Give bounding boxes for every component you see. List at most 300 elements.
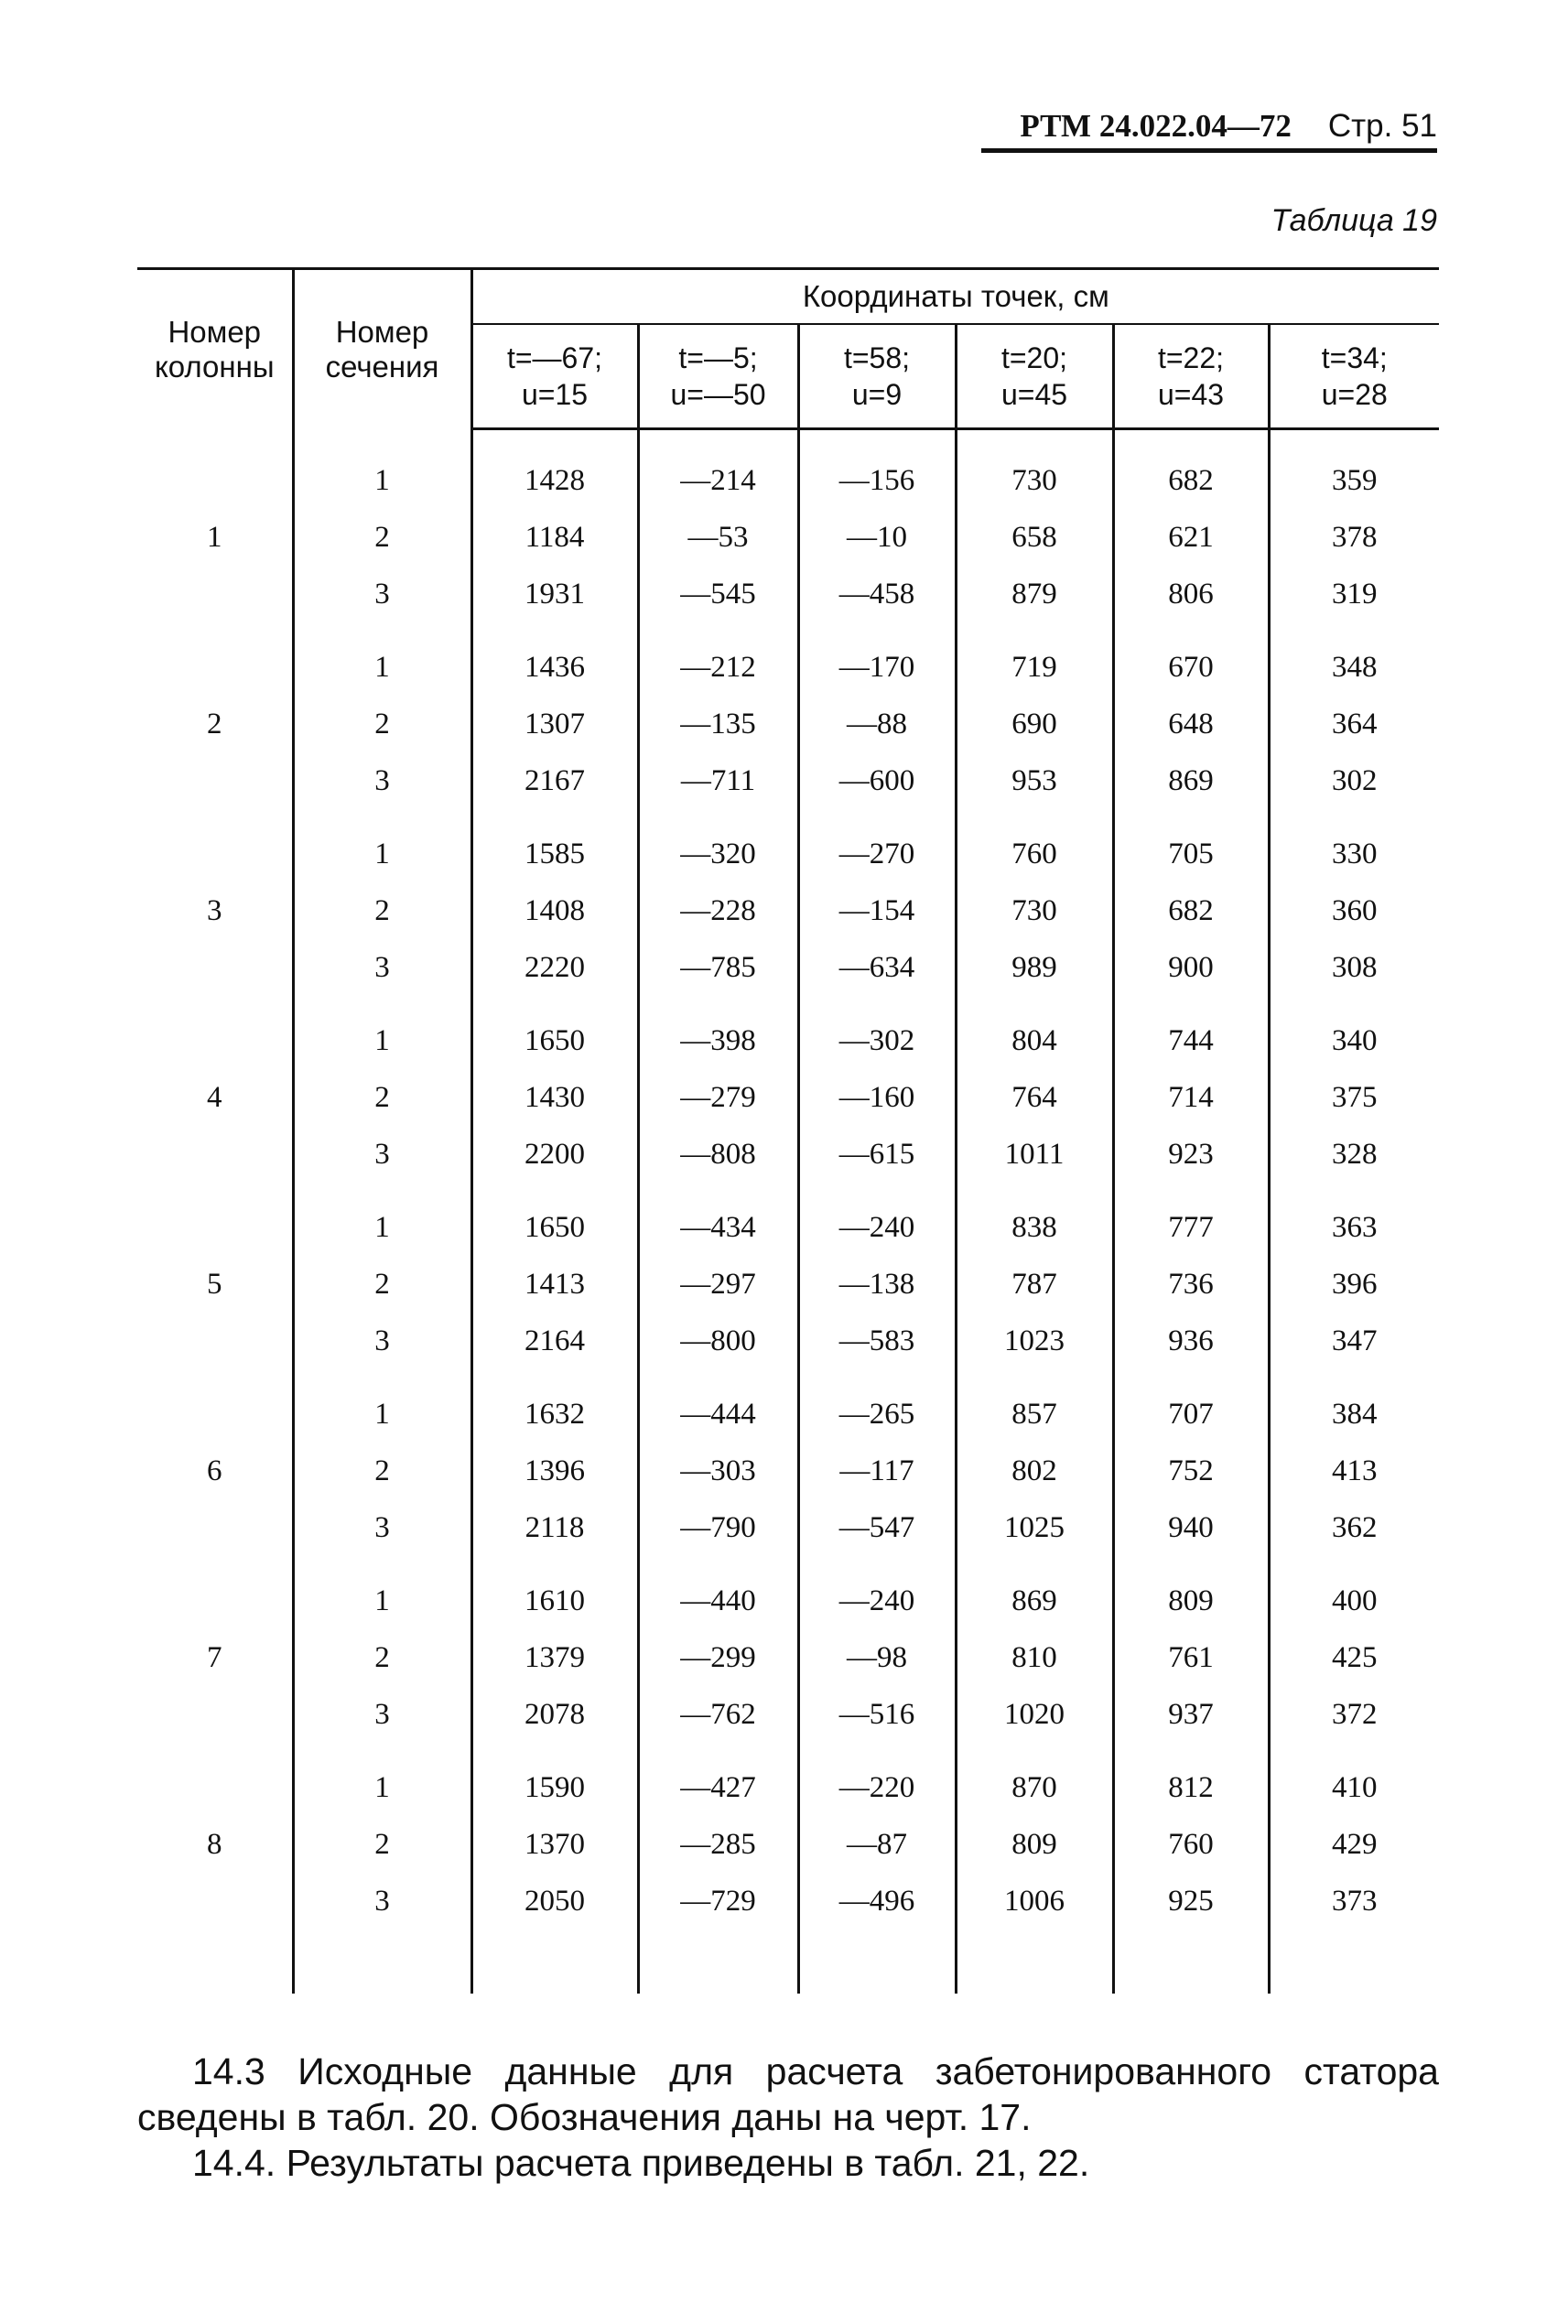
spacer-cell [798, 1183, 956, 1199]
coordinate-value-cell: 1650 [471, 1199, 638, 1256]
coordinate-value-cell: —156 [798, 452, 956, 509]
coordinate-value-cell: 1184 [471, 509, 638, 566]
coordinate-value-cell: 777 [1113, 1199, 1269, 1256]
coordinate-value-cell: 730 [956, 882, 1113, 939]
section-number-cell: 3 [293, 1313, 471, 1369]
point-t-coord: t=20; [1000, 341, 1068, 374]
section-number-cell: 1 [293, 1386, 471, 1443]
column-number-cell: 2 [207, 707, 222, 740]
spacer-cell [956, 1369, 1113, 1386]
coordinate-value-cell: —398 [638, 1012, 798, 1069]
spacer-cell [1113, 622, 1269, 639]
coordinate-value-cell: 806 [1113, 566, 1269, 622]
coordinate-value-cell: 372 [1269, 1686, 1439, 1743]
coordinate-value-cell: 787 [956, 1256, 1113, 1313]
spacer-row [137, 996, 1439, 1012]
column-number-cell [137, 1573, 293, 1629]
coordinate-value-cell: 2050 [471, 1873, 638, 1929]
spacer-cell [798, 1743, 956, 1759]
spacer-cell [293, 1556, 471, 1573]
column-number-cell [137, 1126, 293, 1183]
coordinate-value-cell: 764 [956, 1069, 1113, 1126]
coordinate-value-cell: 900 [1113, 939, 1269, 996]
coordinate-value-cell: —545 [638, 566, 798, 622]
coordinate-value-cell: 1610 [471, 1573, 638, 1629]
coordinate-value-cell: 682 [1113, 882, 1269, 939]
point-t-coord: t=—5; [678, 341, 758, 374]
coordinate-value-cell: 1632 [471, 1386, 638, 1443]
table-row [137, 1199, 1439, 1256]
coordinate-value-cell: 760 [1113, 1816, 1269, 1873]
coordinate-value-cell: —53 [638, 509, 798, 566]
coordinate-value-cell: 812 [1113, 1759, 1269, 1816]
page-number: Стр. 51 [1327, 108, 1437, 144]
spacer-cell [1113, 429, 1269, 453]
coordinate-value-cell: —240 [798, 1573, 956, 1629]
spacer-cell [638, 1183, 798, 1199]
coordinate-value-cell: 923 [1113, 1126, 1269, 1183]
spacer-cell [638, 996, 798, 1012]
coordinate-value-cell: 838 [956, 1199, 1113, 1256]
paragraph-14-3: 14.3 Исходные данные для расчета забетонированного статора сведены в табл. 20. Обозначения даны на черт. 17. [137, 2050, 1439, 2138]
coordinate-value-cell: 1430 [471, 1069, 638, 1126]
coordinate-value-cell: 340 [1269, 1012, 1439, 1069]
coordinate-value-cell: 1428 [471, 452, 638, 509]
column-number-cell [137, 452, 293, 509]
table-row [137, 1573, 1439, 1629]
table-row [137, 452, 1439, 509]
coordinate-value-cell: —279 [638, 1069, 798, 1126]
coordinate-value-cell: —299 [638, 1629, 798, 1686]
spacer-cell [956, 429, 1113, 453]
coordinate-value-cell: 953 [956, 752, 1113, 809]
table-caption: Таблица 19 [1271, 203, 1437, 238]
coordinate-value-cell: —440 [638, 1573, 798, 1629]
coordinate-value-cell: —729 [638, 1873, 798, 1929]
section-number-cell: 1 [293, 826, 471, 882]
coordinate-value-cell: 707 [1113, 1386, 1269, 1443]
spacer-cell [293, 809, 471, 826]
coordinate-value-cell: —285 [638, 1816, 798, 1873]
point-u-coord: u=15 [521, 378, 589, 411]
table-row [137, 1816, 1439, 1873]
coordinate-value-cell: 378 [1269, 509, 1439, 566]
column-number-cell [137, 752, 293, 809]
spacer-cell [471, 1183, 638, 1199]
table-row [137, 566, 1439, 622]
coordinate-value-cell: 319 [1269, 566, 1439, 622]
section-number-cell: 3 [293, 1686, 471, 1743]
column-number-cell [137, 1873, 293, 1929]
coordinate-value-cell: 670 [1113, 639, 1269, 696]
spacer-cell [798, 1556, 956, 1573]
column-number-cell: 8 [207, 1827, 222, 1861]
table-row [137, 882, 1439, 939]
section-number-cell: 2 [293, 1816, 471, 1873]
point-t-coord: t=—67; [506, 341, 603, 374]
spacer-cell [638, 1369, 798, 1386]
coordinate-value-cell: 621 [1113, 509, 1269, 566]
coordinate-value-cell: —154 [798, 882, 956, 939]
table-row [137, 752, 1439, 809]
header-rule [981, 148, 1437, 153]
coordinate-value-cell: 802 [956, 1443, 1113, 1499]
spacer-row [137, 1556, 1439, 1573]
spacer-cell [293, 1929, 471, 1994]
coordinate-value-cell: 348 [1269, 639, 1439, 696]
coordinate-value-cell: 648 [1113, 696, 1269, 752]
point-u-coord: u=9 [851, 378, 903, 411]
coordinate-value-cell: —220 [798, 1759, 956, 1816]
spacer-cell [137, 1743, 293, 1759]
point-t-coord: t=58; [843, 341, 911, 374]
coordinate-value-cell: 1396 [471, 1443, 638, 1499]
coordinate-value-cell: 809 [956, 1816, 1113, 1873]
coordinate-value-cell: 413 [1269, 1443, 1439, 1499]
coordinate-value-cell: 2164 [471, 1313, 638, 1369]
coordinate-value-cell: 736 [1113, 1256, 1269, 1313]
spacer-cell [137, 1929, 293, 1994]
spacer-cell [798, 809, 956, 826]
spacer-cell [798, 622, 956, 639]
column-number-cell: 4 [207, 1080, 222, 1114]
spacer-cell [137, 1183, 293, 1199]
coordinate-value-cell: —88 [798, 696, 956, 752]
table-row [137, 1629, 1439, 1686]
coordinate-value-cell: 308 [1269, 939, 1439, 996]
coordinate-value-cell: —583 [798, 1313, 956, 1369]
table-row [137, 1443, 1439, 1499]
section-number-cell: 1 [293, 1573, 471, 1629]
spacer-cell [293, 1743, 471, 1759]
point-header-4 [956, 324, 1113, 429]
spacer-cell [1113, 1556, 1269, 1573]
coordinate-value-cell: 1023 [956, 1313, 1113, 1369]
coordinate-value-cell: —634 [798, 939, 956, 996]
section-number-cell: 1 [293, 1012, 471, 1069]
coordinate-value-cell: 1020 [956, 1686, 1113, 1743]
coordinate-value-cell: —228 [638, 882, 798, 939]
coordinate-value-cell: 1006 [956, 1873, 1113, 1929]
coordinate-value-cell: —600 [798, 752, 956, 809]
spacer-cell [956, 622, 1113, 639]
section-number-cell: 2 [293, 696, 471, 752]
coordinate-value-cell: —160 [798, 1069, 956, 1126]
coordinate-value-cell: —302 [798, 1012, 956, 1069]
section-number-header: Номер сечения [293, 269, 471, 429]
spacer-cell [137, 996, 293, 1012]
spacer-cell [1113, 809, 1269, 826]
coordinate-value-cell: 1585 [471, 826, 638, 882]
spacer-row [137, 622, 1439, 639]
coordinate-value-cell: —303 [638, 1443, 798, 1499]
coordinate-value-cell: 714 [1113, 1069, 1269, 1126]
coordinate-value-cell: 2200 [471, 1126, 638, 1183]
table-row [137, 509, 1439, 566]
paragraph-14-4: 14.4. Результаты расчета приведены в табл. 21, 22. [192, 2142, 1090, 2184]
table-row [137, 1069, 1439, 1126]
coordinate-value-cell: 936 [1113, 1313, 1269, 1369]
spacer-row [137, 809, 1439, 826]
column-number-cell [137, 1199, 293, 1256]
spacer-cell [471, 996, 638, 1012]
coordinate-value-cell: 925 [1113, 1873, 1269, 1929]
spacer-cell [798, 996, 956, 1012]
coordinate-value-cell: 810 [956, 1629, 1113, 1686]
coordinates-table [137, 267, 1439, 1994]
coordinate-value-cell: —615 [798, 1126, 956, 1183]
coordinates-header: Координаты точек, см [471, 269, 1439, 325]
spacer-cell [293, 1369, 471, 1386]
table-row [137, 1012, 1439, 1069]
point-u-coord: u=28 [1321, 378, 1388, 411]
spacer-cell [293, 996, 471, 1012]
coordinate-value-cell: 690 [956, 696, 1113, 752]
spacer-cell [956, 1183, 1113, 1199]
spacer-cell [293, 429, 471, 453]
coordinate-value-cell: 2220 [471, 939, 638, 996]
spacer-cell [471, 1369, 638, 1386]
coordinate-value-cell: 362 [1269, 1499, 1439, 1556]
column-number-cell: 1 [207, 520, 222, 554]
column-number-cell [137, 1012, 293, 1069]
coordinate-value-cell: 375 [1269, 1069, 1439, 1126]
coordinate-value-cell: 752 [1113, 1443, 1269, 1499]
point-header-2 [638, 324, 798, 429]
coordinate-value-cell: 330 [1269, 826, 1439, 882]
table-row [137, 639, 1439, 696]
coordinate-value-cell: 2118 [471, 1499, 638, 1556]
coordinate-value-cell: 744 [1113, 1012, 1269, 1069]
column-number-header: Номер колонны [137, 269, 293, 429]
coordinate-value-cell: 760 [956, 826, 1113, 882]
spacer-cell [1113, 1369, 1269, 1386]
column-number-cell [137, 826, 293, 882]
coordinate-value-cell: 1370 [471, 1816, 638, 1873]
coordinate-value-cell: 870 [956, 1759, 1113, 1816]
spacer-cell [1269, 1556, 1439, 1573]
table-row [137, 1499, 1439, 1556]
spacer-cell [638, 1556, 798, 1573]
spacer-cell [1269, 1743, 1439, 1759]
coordinate-value-cell: —785 [638, 939, 798, 996]
coordinate-value-cell: 879 [956, 566, 1113, 622]
table-row [137, 1873, 1439, 1929]
spacer-cell [956, 1929, 1113, 1994]
spacer-cell [471, 1556, 638, 1573]
coordinate-value-cell: —547 [798, 1499, 956, 1556]
column-number-cell: 3 [207, 893, 222, 927]
coordinate-value-cell: 328 [1269, 1126, 1439, 1183]
table-row [137, 696, 1439, 752]
spacer-cell [798, 1369, 956, 1386]
column-number-cell [137, 1313, 293, 1369]
point-header-6 [1269, 324, 1439, 429]
coordinate-value-cell: —138 [798, 1256, 956, 1313]
spacer-cell [293, 622, 471, 639]
coordinate-value-cell: 869 [1113, 752, 1269, 809]
table-row [137, 1686, 1439, 1743]
spacer-cell [638, 622, 798, 639]
coordinate-value-cell: 857 [956, 1386, 1113, 1443]
coordinate-value-cell: —240 [798, 1199, 956, 1256]
coordinate-value-cell: 302 [1269, 752, 1439, 809]
spacer-row [137, 1183, 1439, 1199]
spacer-cell [1269, 1929, 1439, 1994]
spacer-cell [137, 1556, 293, 1573]
spacer-cell [1269, 1369, 1439, 1386]
spacer-cell [1269, 1183, 1439, 1199]
section-number-cell: 2 [293, 1629, 471, 1686]
coordinate-value-cell: 2078 [471, 1686, 638, 1743]
column-number-cell [137, 566, 293, 622]
spacer-cell [956, 1743, 1113, 1759]
coordinate-value-cell: —170 [798, 639, 956, 696]
section-number-cell: 2 [293, 1256, 471, 1313]
coordinate-value-cell: 360 [1269, 882, 1439, 939]
point-u-coord: u=43 [1157, 378, 1225, 411]
coordinate-value-cell: —434 [638, 1199, 798, 1256]
spacer-row [137, 429, 1439, 453]
spacer-cell [1113, 1929, 1269, 1994]
spacer-cell [956, 809, 1113, 826]
coordinate-value-cell: —808 [638, 1126, 798, 1183]
coordinate-value-cell: 1408 [471, 882, 638, 939]
section-number-cell: 3 [293, 566, 471, 622]
coordinate-value-cell: 410 [1269, 1759, 1439, 1816]
spacer-cell [638, 429, 798, 453]
spacer-cell [1269, 429, 1439, 453]
coordinate-value-cell: —711 [638, 752, 798, 809]
coordinate-value-cell: 869 [956, 1573, 1113, 1629]
coordinate-value-cell: 1931 [471, 566, 638, 622]
column-number-cell: 5 [207, 1267, 222, 1301]
point-t-coord: t=22; [1157, 341, 1225, 374]
coordinate-value-cell: 429 [1269, 1816, 1439, 1873]
coordinate-value-cell: 1025 [956, 1499, 1113, 1556]
coordinate-value-cell: —800 [638, 1313, 798, 1369]
spacer-row [137, 1743, 1439, 1759]
coordinate-value-cell: 396 [1269, 1256, 1439, 1313]
spacer-cell [1269, 996, 1439, 1012]
spacer-cell [798, 1929, 956, 1994]
section-number-cell: 2 [293, 882, 471, 939]
section-number-cell: 3 [293, 1126, 471, 1183]
coordinate-value-cell: 1413 [471, 1256, 638, 1313]
coordinate-value-cell: 804 [956, 1012, 1113, 1069]
coordinate-value-cell: 1011 [956, 1126, 1113, 1183]
section-number-cell: 1 [293, 452, 471, 509]
spacer-cell [1269, 809, 1439, 826]
section-number-cell: 3 [293, 1499, 471, 1556]
coordinate-value-cell: 705 [1113, 826, 1269, 882]
coordinate-value-cell: 363 [1269, 1199, 1439, 1256]
section-number-cell: 2 [293, 1443, 471, 1499]
spacer-cell [137, 1369, 293, 1386]
coordinate-value-cell: —87 [798, 1816, 956, 1873]
coordinate-value-cell: 1590 [471, 1759, 638, 1816]
spacer-cell [293, 1183, 471, 1199]
spacer-cell [1113, 1183, 1269, 1199]
coordinate-value-cell: 761 [1113, 1629, 1269, 1686]
table-row [137, 939, 1439, 996]
coordinate-value-cell: 373 [1269, 1873, 1439, 1929]
coordinate-value-cell: —516 [798, 1686, 956, 1743]
section-number-cell: 2 [293, 1069, 471, 1126]
coordinate-value-cell: 809 [1113, 1573, 1269, 1629]
table-row [137, 1386, 1439, 1443]
coordinate-value-cell: —458 [798, 566, 956, 622]
column-number-cell [137, 639, 293, 696]
column-number-cell: 7 [207, 1640, 222, 1674]
section-number-cell: 2 [293, 509, 471, 566]
point-header-5 [1113, 324, 1269, 429]
table-body [137, 429, 1439, 1994]
point-t-coord: t=34; [1321, 341, 1388, 374]
spacer-cell [137, 809, 293, 826]
spacer-cell [638, 1929, 798, 1994]
coordinate-value-cell: —427 [638, 1759, 798, 1816]
spacer-cell [471, 809, 638, 826]
spacer-cell [137, 429, 293, 453]
coordinate-value-cell: —98 [798, 1629, 956, 1686]
spacer-cell [638, 809, 798, 826]
section-number-cell: 1 [293, 1759, 471, 1816]
column-number-cell [137, 939, 293, 996]
spacer-cell [1113, 1743, 1269, 1759]
coordinate-value-cell: —265 [798, 1386, 956, 1443]
coordinate-value-cell: 1650 [471, 1012, 638, 1069]
table-row [137, 1759, 1439, 1816]
spacer-cell [471, 429, 638, 453]
section-number-cell: 1 [293, 639, 471, 696]
column-number-cell: 6 [207, 1454, 222, 1487]
coordinate-value-cell: 400 [1269, 1573, 1439, 1629]
coordinate-value-cell: —117 [798, 1443, 956, 1499]
coordinate-value-cell: 658 [956, 509, 1113, 566]
coordinate-value-cell: 937 [1113, 1686, 1269, 1743]
coordinate-value-cell: —270 [798, 826, 956, 882]
spacer-cell [638, 1743, 798, 1759]
coordinate-value-cell: 682 [1113, 452, 1269, 509]
spacer-row [137, 1369, 1439, 1386]
section-number-cell: 3 [293, 752, 471, 809]
section-number-cell: 3 [293, 1873, 471, 1929]
document-code: РТМ 24.022.04—72 [1020, 108, 1292, 144]
column-number-cell [137, 1499, 293, 1556]
coordinate-value-cell: 359 [1269, 452, 1439, 509]
coordinate-value-cell: —496 [798, 1873, 956, 1929]
coordinate-value-cell: —10 [798, 509, 956, 566]
coordinate-value-cell: 384 [1269, 1386, 1439, 1443]
coordinate-value-cell: —212 [638, 639, 798, 696]
coordinate-value-cell: 2167 [471, 752, 638, 809]
table-row [137, 1256, 1439, 1313]
coordinate-value-cell: 425 [1269, 1629, 1439, 1686]
spacer-cell [798, 429, 956, 453]
section-number-cell: 3 [293, 939, 471, 996]
coordinate-value-cell: 1379 [471, 1629, 638, 1686]
coordinate-value-cell: —214 [638, 452, 798, 509]
section-number-cell: 1 [293, 1199, 471, 1256]
spacer-row [137, 1929, 1439, 1994]
spacer-cell [956, 1556, 1113, 1573]
spacer-cell [471, 622, 638, 639]
coordinate-value-cell: 940 [1113, 1499, 1269, 1556]
coordinate-value-cell: 364 [1269, 696, 1439, 752]
coordinate-value-cell: 1307 [471, 696, 638, 752]
spacer-cell [1113, 996, 1269, 1012]
